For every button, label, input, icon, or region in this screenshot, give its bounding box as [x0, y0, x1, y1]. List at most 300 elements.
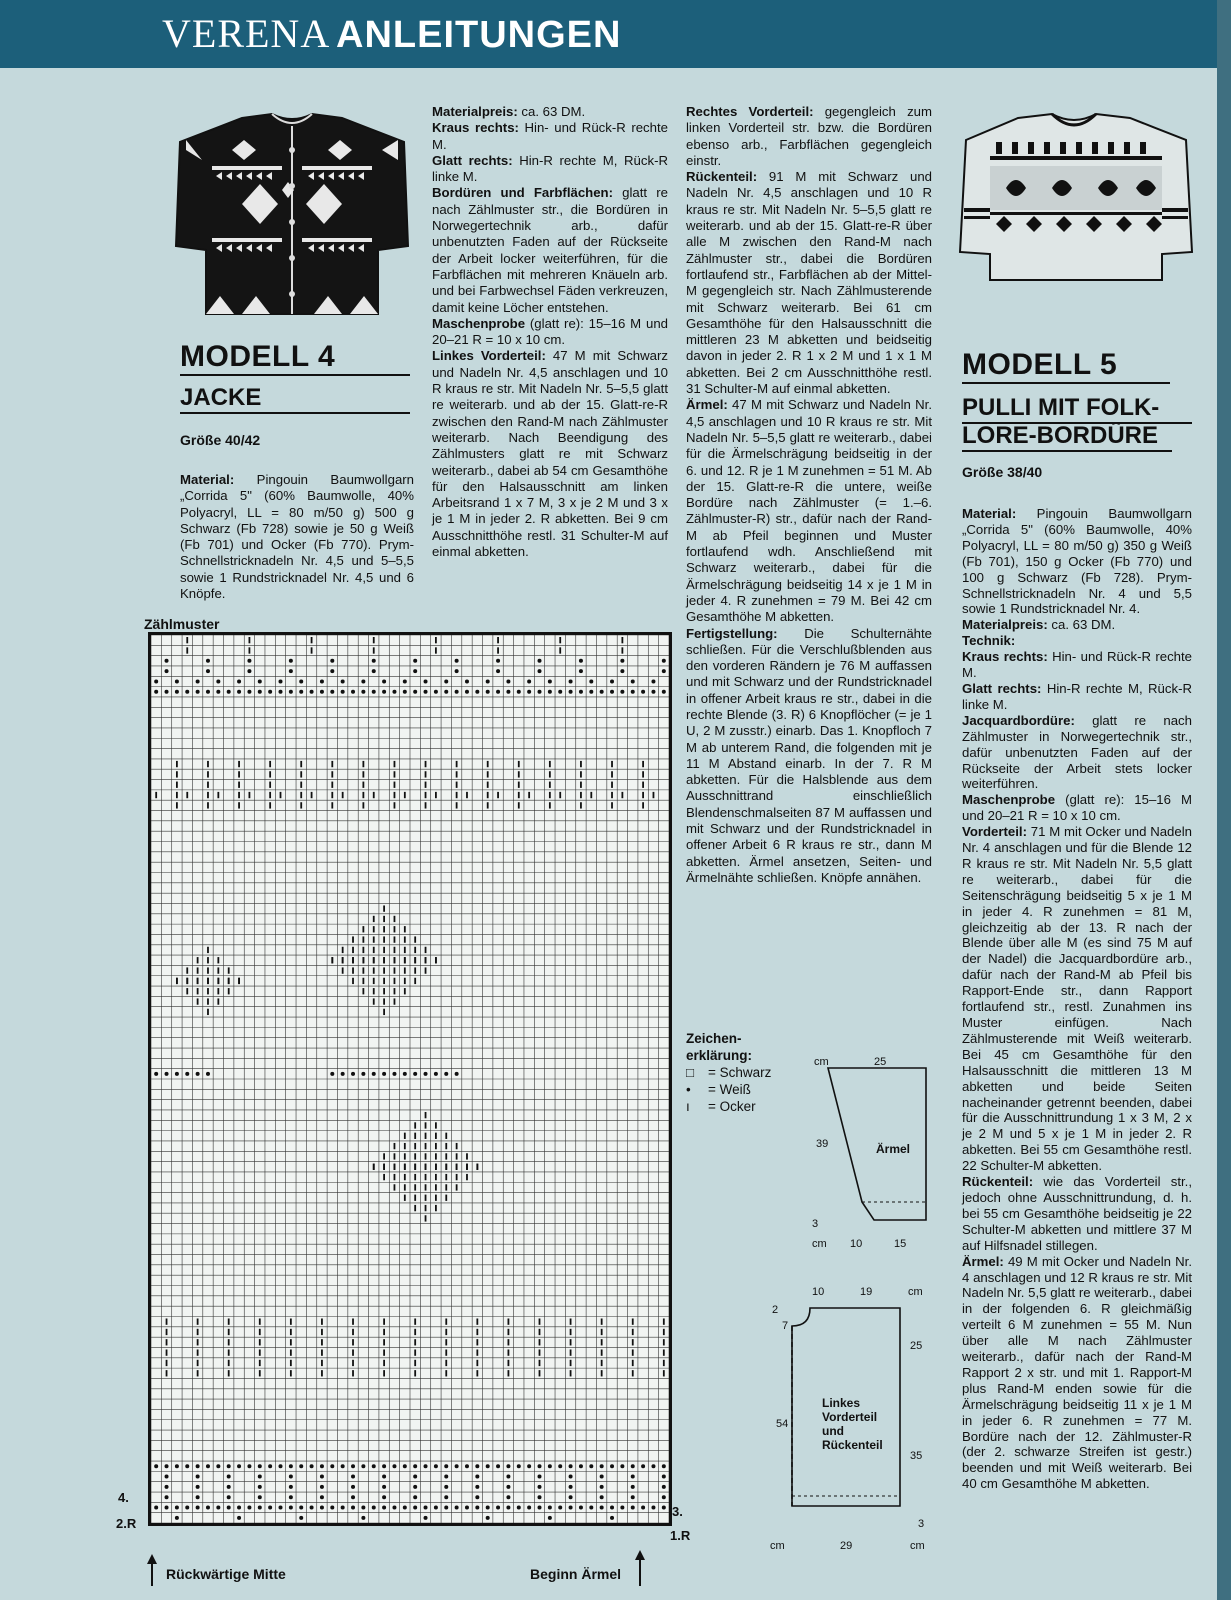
stitch-ocker: [176, 978, 178, 984]
stitch-ocker: [476, 1370, 478, 1376]
stitch-ocker: [228, 978, 230, 984]
stitch-white: [206, 690, 210, 694]
stitch-white: [579, 1506, 583, 1510]
stitch-white: [538, 1495, 542, 1499]
stitch-ocker: [414, 947, 416, 953]
stitch-white: [237, 690, 241, 694]
stitch-white: [506, 1495, 510, 1499]
stitch-ocker: [414, 1164, 416, 1170]
stitch-white: [361, 690, 365, 694]
stitch-ocker: [663, 1360, 665, 1366]
column-5: [962, 506, 1192, 1492]
stitch-white: [465, 679, 469, 683]
stitch-white: [403, 679, 407, 683]
stitch-ocker: [445, 1153, 447, 1159]
stitch-white: [506, 679, 510, 683]
para-label: Materialpreis:: [432, 104, 518, 119]
stitch-white: [662, 1464, 666, 1468]
stitch-white: [330, 690, 334, 694]
stitch-white: [548, 690, 552, 694]
stitch-ocker: [186, 988, 188, 994]
stitch-ocker: [207, 1009, 209, 1015]
stitch-ocker: [642, 802, 644, 808]
stitch-ocker: [352, 957, 354, 963]
stitch-ocker: [425, 1184, 427, 1190]
stitch-white: [641, 1464, 645, 1468]
stitch-ocker: [549, 771, 551, 777]
stitch-white: [258, 690, 262, 694]
stitch-ocker: [456, 802, 458, 808]
stitch-white: [662, 669, 666, 673]
stitch-ocker: [300, 761, 302, 767]
stitch-white: [154, 1464, 158, 1468]
stitch-ocker: [456, 761, 458, 767]
stitch-ocker: [394, 802, 396, 808]
stitch-ocker: [207, 792, 209, 798]
stitch-ocker: [238, 792, 240, 798]
stitch-white: [165, 659, 169, 663]
para-label: Kraus rechts:: [432, 120, 519, 136]
stitch-white: [569, 690, 573, 694]
stitch-ocker: [373, 998, 375, 1004]
stitch-white: [434, 1072, 438, 1076]
stitch-white: [486, 1516, 490, 1520]
stitch-ocker: [518, 792, 520, 798]
stitch-ocker: [259, 1370, 261, 1376]
stitch-white: [455, 659, 459, 663]
stitch-white: [486, 1506, 490, 1510]
stitch-ocker: [404, 936, 406, 942]
stitch-ocker: [580, 792, 582, 798]
stitch-ocker: [414, 1174, 416, 1180]
stitch-ocker: [249, 792, 251, 798]
stitch-ocker: [362, 792, 364, 798]
stitch-white: [154, 1072, 158, 1076]
stitch-white: [413, 1495, 417, 1499]
stitch-ocker: [362, 761, 364, 767]
stitch-ocker: [663, 1339, 665, 1345]
stitch-ocker: [445, 1349, 447, 1355]
stitch-ocker: [352, 947, 354, 953]
stitch-white: [330, 659, 334, 663]
stitch-white: [237, 1464, 241, 1468]
stitch-ocker: [425, 1112, 427, 1118]
stitch-white: [538, 669, 542, 673]
stitch-ocker: [508, 1339, 510, 1345]
legend-text: = Ocker: [708, 1099, 756, 1114]
stitch-ocker: [414, 1205, 416, 1211]
para-text: gegengleich zum linken Vorderteil str. bzw. die Bordüren ebenso arb., Farbflächen gegengleich einstr.: [686, 104, 932, 168]
stitch-white: [247, 659, 251, 663]
para-text: 47 M mit Schwarz und Nadeln Nr. 4,5 anschlagen und 10 R kraus re str. Mit Nadeln Nr. 5–5,5 glatt re weiterarb., dabei für die Ärmelschrägung beidseitig in der 6. und 12. R je 1 M zunehmen = 51 M. Ab der 15. Glatt-re-R die untere, weiße Bordüre nach Zählmuster (= 1.–6. Zählmuster-R) str., dafür nach der Rand-M ab Pfeil beginnen und Muster fortlaufend wdh. Anschließend mit Schwarz weiterarb., dabei für die Ärmelschrägung beidseitig 14 x je 1 M in jeder 4. R zunehmen = 79 M. Bei 42 cm Gesamthöhe M abketten.: [686, 397, 932, 625]
stitch-ocker: [414, 957, 416, 963]
stitch-ocker: [456, 1184, 458, 1190]
stitch-white: [651, 1464, 655, 1468]
stitch-ocker: [559, 647, 561, 653]
stitch-ocker: [373, 647, 375, 653]
stitch-white: [351, 1072, 355, 1076]
arrow-left-label: Rückwärtige Mitte: [166, 1566, 286, 1582]
stitch-ocker: [539, 1349, 541, 1355]
stitch-ocker: [404, 967, 406, 973]
stitch-white: [289, 1475, 293, 1479]
stitch-ocker: [414, 1153, 416, 1159]
stitch-white: [413, 1506, 417, 1510]
stitch-ocker: [414, 1184, 416, 1190]
stitch-ocker: [383, 1339, 385, 1345]
body-label-2: Vorderteil: [822, 1410, 878, 1424]
stitch-ocker: [404, 988, 406, 994]
stitch-ocker: [217, 792, 219, 798]
stitch-ocker: [228, 1349, 230, 1355]
stitch-ocker: [373, 1164, 375, 1170]
stitch-white: [216, 690, 220, 694]
stitch-white: [165, 1475, 169, 1479]
stitch-white: [569, 1485, 573, 1489]
stitch-ocker: [186, 647, 188, 653]
stitch-ocker: [425, 1133, 427, 1139]
stitch-white: [372, 1464, 376, 1468]
stitch-white: [600, 1495, 604, 1499]
stitch-white: [579, 669, 583, 673]
stitch-white: [258, 1475, 262, 1479]
stitch-ocker: [601, 1360, 603, 1366]
stitch-white: [382, 690, 386, 694]
stitch-ocker: [487, 782, 489, 788]
stitch-white: [620, 659, 624, 663]
stitch-white: [361, 1464, 365, 1468]
stitch-white: [475, 690, 479, 694]
stitch-ocker: [331, 782, 333, 788]
stitch-ocker: [228, 967, 230, 973]
para-text: Hin-R rechte M, Rück-R linke M.: [962, 680, 1192, 712]
stitch-white: [662, 659, 666, 663]
stitch-ocker: [207, 967, 209, 973]
stitch-ocker: [321, 1370, 323, 1376]
para-text: wie das Vorderteil str., jedoch ohne Ausschnittrundung, d. h. bei 55 cm Gesamthöhe beidseitig je 22 Schulter-M abketten und mittlere 37 M auf Hilfsnadel stillegen.: [962, 1174, 1192, 1253]
stitch-ocker: [362, 978, 364, 984]
stitch-ocker: [290, 1329, 292, 1335]
stitch-ocker: [197, 1339, 199, 1345]
stitch-ocker: [331, 761, 333, 767]
stitch-ocker: [207, 782, 209, 788]
stitch-white: [651, 690, 655, 694]
stitch-white: [361, 1072, 365, 1076]
stitch-ocker: [601, 1339, 603, 1345]
stitch-white: [538, 1464, 542, 1468]
stitch-white: [268, 1506, 272, 1510]
stitch-ocker: [238, 782, 240, 788]
stitch-ocker: [352, 1318, 354, 1324]
stitch-white: [558, 690, 562, 694]
stitch-ocker: [425, 1153, 427, 1159]
stitch-white: [392, 1506, 396, 1510]
stitch-ocker: [611, 771, 613, 777]
stitch-ocker: [435, 1164, 437, 1170]
stitch-white: [320, 1464, 324, 1468]
para-label: Bordüren und Farbflächen:: [432, 185, 613, 201]
stitch-white: [310, 1506, 314, 1510]
stitch-white: [475, 1506, 479, 1510]
stitch-ocker: [394, 1153, 396, 1159]
stitch-ocker: [269, 761, 271, 767]
stitch-ocker: [404, 926, 406, 932]
arrow-up-icon: [634, 1548, 646, 1588]
stitch-ocker: [445, 1360, 447, 1366]
column-3: [686, 104, 932, 886]
stitch-ocker: [373, 988, 375, 994]
stitch-white: [527, 1464, 531, 1468]
stitch-ocker: [394, 988, 396, 994]
stitch-ocker: [176, 782, 178, 788]
stitch-ocker: [186, 637, 188, 643]
stitch-white: [631, 1495, 635, 1499]
stitch-ocker: [321, 1339, 323, 1345]
stitch-white: [382, 1475, 386, 1479]
stitch-ocker: [435, 1143, 437, 1149]
stitch-ocker: [394, 916, 396, 922]
stitch-ocker: [331, 771, 333, 777]
stitch-white: [227, 1464, 231, 1468]
stitch-white: [434, 690, 438, 694]
stitch-ocker: [621, 637, 623, 643]
stitch-ocker: [456, 1174, 458, 1180]
stitch-white: [424, 690, 428, 694]
stitch-ocker: [414, 1133, 416, 1139]
stitch-ocker: [425, 1143, 427, 1149]
stitch-ocker: [425, 782, 427, 788]
stitch-white: [589, 1464, 593, 1468]
stitch-ocker: [186, 978, 188, 984]
stitch-ocker: [207, 771, 209, 777]
stitch-white: [382, 1072, 386, 1076]
stitch-white: [372, 690, 376, 694]
stitch-white: [382, 1506, 386, 1510]
stitch-white: [320, 679, 324, 683]
stitch-white: [372, 1506, 376, 1510]
stitch-ocker: [197, 967, 199, 973]
stitch-ocker: [414, 1339, 416, 1345]
stitch-ocker: [425, 802, 427, 808]
chart-row-3: 3.: [672, 1504, 683, 1519]
sleeve-schematic: [800, 1052, 950, 1252]
stitch-ocker: [383, 1153, 385, 1159]
stitch-white: [413, 1072, 417, 1076]
stitch-ocker: [331, 957, 333, 963]
stitch-ocker: [456, 792, 458, 798]
stitch-ocker: [414, 1195, 416, 1201]
stitch-white: [279, 690, 283, 694]
stitch-white: [247, 1506, 251, 1510]
stitch-white: [455, 1464, 459, 1468]
stitch-white: [382, 1464, 386, 1468]
stitch-white: [382, 679, 386, 683]
stitch-ocker: [445, 1339, 447, 1345]
modell4-size: Größe 40/42: [180, 432, 261, 448]
stitch-white: [237, 1516, 241, 1520]
stitch-white: [165, 1506, 169, 1510]
stitch-ocker: [228, 1360, 230, 1366]
stitch-white: [610, 1516, 614, 1520]
stitch-ocker: [394, 926, 396, 932]
stitch-white: [320, 1495, 324, 1499]
stitch-white: [175, 1072, 179, 1076]
stitch-ocker: [259, 1349, 261, 1355]
stitch-white: [175, 679, 179, 683]
stitch-white: [424, 679, 428, 683]
stitch-ocker: [383, 936, 385, 942]
stitch-white: [558, 1464, 562, 1468]
para-text: glatt re nach Zählmuster in Norwegertechnik str., dafür unbenutzten Faden auf der Rückseite der Arbeit stets locker weiterführen.: [962, 712, 1192, 792]
para-text: 49 M mit Ocker und Nadeln Nr. 4 anschlagen und 12 R kraus re str. Mit Nadeln Nr. 5,5 glatt re weiterarb., dabei in der folgenden 6. R gleichmäßig verteilt 6 M zunehmen = 55 M. Nun über alle M nach Zählmuster weiterarb., dafür nach der Rand-M Rapport 2 x str. und mit 1. Rapport-M plus Rand-M enden sowie für die Ärmelschrägung beidseitig 11 x je 1 M in jeder 6. R zunehmen = 77 M. Bordüre nach der 12. Zählmuster-R (der 2. schwarze Streifen ist gestr.) beenden und mit Weiß weiterarb. Bei 40 cm Gesamthöhe M abketten.: [962, 1253, 1192, 1492]
legend-title-1: Zeichen-: [686, 1031, 742, 1046]
stitch-ocker: [663, 1370, 665, 1376]
stitch-white: [227, 690, 231, 694]
stitch-white: [496, 690, 500, 694]
stitch-white: [361, 679, 365, 683]
stitch-white: [600, 1506, 604, 1510]
stitch-white: [641, 690, 645, 694]
stitch-white: [631, 1485, 635, 1489]
stitch-white: [361, 1506, 365, 1510]
stitch-ocker: [342, 957, 344, 963]
para-text: Die Schulternähte schließen. Für die Verschlußblenden aus den vorderen Rändern je 76 M auffassen und mit Schwarz und der Rundstricknadel in offener Arbeit kraus re str., dabei in die rechte Blende (3. R) 6 Knopflöcher (= je 1 U, 2 M zusstr.) einarb. Das 1. Knopfloch 7 M ab unterem Rand, die folgenden mit je 11 M Abstand einarb. In der 7. R M abketten. Für die Halsblende aus dem Ausschnittrand einschließlich Blendenschmalseiten 87 M auffassen und mit Schwarz und der Rundstricknadel in offener Arbeit 6 R kraus re str., dann M abketten. Ärmel ansetzen, Seiten- und Ärmelnähte schließen. Knöpfe annähen.: [686, 625, 932, 885]
stitch-ocker: [404, 1195, 406, 1201]
stitch-ocker: [570, 1339, 572, 1345]
stitch-ocker: [414, 1329, 416, 1335]
stitch-ocker: [197, 1349, 199, 1355]
stitch-ocker: [197, 988, 199, 994]
stitch-white: [341, 690, 345, 694]
stitch-ocker: [207, 947, 209, 953]
stitch-white: [351, 1464, 355, 1468]
stitch-ocker: [373, 947, 375, 953]
sleeve-bottom-unit: cm: [812, 1238, 827, 1250]
stitch-ocker: [445, 1164, 447, 1170]
para-text: Pingouin Baumwollgarn „Corrida 5" (60% Baumwolle, 40% Polyacryl, LL = 80 m/50 g) 350 g Weiß (Fb 701), 150 g Ocker (Fb 770) und 100 g Schwarz (Fb 728). Prym-Schnellstricknadeln Nr. 4 und 5,5 sowie 1 Rundstricknadel Nr. 4.: [962, 506, 1192, 617]
stitch-ocker: [176, 771, 178, 777]
stitch-ocker: [228, 1339, 230, 1345]
stitch-ocker: [508, 1360, 510, 1366]
stitch-white: [569, 679, 573, 683]
stitch-white: [196, 1506, 200, 1510]
chart-row-2: 2.R: [116, 1516, 137, 1531]
stitch-white: [662, 690, 666, 694]
modell4-material: [180, 472, 414, 602]
stitch-ocker: [383, 1349, 385, 1355]
chart-row-4: 4.: [118, 1490, 129, 1505]
stitch-white: [247, 669, 251, 673]
stitch-white: [444, 690, 448, 694]
stitch-ocker: [621, 792, 623, 798]
stitch-ocker: [217, 957, 219, 963]
stitch-ocker: [404, 1174, 406, 1180]
body-bottom-unit-l: cm: [770, 1540, 785, 1552]
stitch-ocker: [352, 1370, 354, 1376]
stitch-white: [320, 1475, 324, 1479]
stitch-ocker: [663, 1349, 665, 1355]
stitch-white: [206, 669, 210, 673]
stitch-ocker: [280, 792, 282, 798]
stitch-white: [465, 1506, 469, 1510]
legend-text: = Schwarz: [708, 1065, 772, 1080]
stitch-white: [486, 1464, 490, 1468]
stitch-white: [351, 690, 355, 694]
para-label: Jacquardbordüre:: [962, 712, 1075, 728]
stitch-white: [289, 690, 293, 694]
para-label: Materialpreis:: [962, 617, 1048, 633]
stitch-ocker: [570, 1318, 572, 1324]
stitch-white: [486, 679, 490, 683]
stitch-white: [538, 1485, 542, 1489]
sleeve-bottom-right: 15: [894, 1238, 907, 1250]
stitch-white: [196, 1485, 200, 1489]
stitch-ocker: [331, 802, 333, 808]
stitch-white: [631, 1506, 635, 1510]
stitch-ocker: [166, 1329, 168, 1335]
stitch-white: [351, 1506, 355, 1510]
stitch-ocker: [435, 1133, 437, 1139]
stitch-white: [227, 1475, 231, 1479]
stitch-white: [538, 1475, 542, 1479]
stitch-ocker: [466, 792, 468, 798]
stitch-ocker: [570, 1349, 572, 1355]
stitch-white: [227, 1485, 231, 1489]
stitch-ocker: [352, 1349, 354, 1355]
sleeve-cuff: 3: [812, 1218, 819, 1230]
sleeve-height: 39: [816, 1138, 829, 1150]
stitch-ocker: [373, 637, 375, 643]
stitch-ocker: [321, 1329, 323, 1335]
stitch-ocker: [383, 1164, 385, 1170]
chart-row-1: 1.R: [670, 1528, 691, 1543]
stitch-ocker: [269, 802, 271, 808]
stitch-ocker: [476, 1349, 478, 1355]
stitch-white: [662, 1485, 666, 1489]
stitch-white: [341, 679, 345, 683]
stitch-white: [320, 1485, 324, 1489]
stitch-white: [185, 1464, 189, 1468]
para-text: ca. 63 DM.: [1047, 617, 1116, 633]
stitch-ocker: [435, 1195, 437, 1201]
stitch-ocker: [632, 1370, 634, 1376]
stitch-white: [506, 1475, 510, 1479]
stitch-ocker: [456, 1153, 458, 1159]
stitch-white: [631, 1464, 635, 1468]
stitch-ocker: [632, 1360, 634, 1366]
stitch-ocker: [352, 1329, 354, 1335]
stitch-ocker: [632, 1329, 634, 1335]
stitch-ocker: [176, 761, 178, 767]
stitch-ocker: [414, 936, 416, 942]
stitch-ocker: [456, 782, 458, 788]
stitch-white: [341, 1464, 345, 1468]
stitch-white: [227, 1495, 231, 1499]
stitch-ocker: [373, 792, 375, 798]
stitch-white: [258, 1506, 262, 1510]
stitch-ocker: [435, 957, 437, 963]
stitch-ocker: [466, 1153, 468, 1159]
stitch-ocker: [435, 1153, 437, 1159]
arrow-up-icon: [146, 1552, 158, 1588]
body-total-height: 54: [776, 1418, 789, 1430]
stitch-white: [310, 690, 314, 694]
stitch-ocker: [238, 761, 240, 767]
stitch-ocker: [487, 761, 489, 767]
stitch-white: [268, 690, 272, 694]
para-text: (glatt re): 15–16 M und 20–21 R = 10 x 10 cm.: [962, 792, 1192, 824]
stitch-ocker: [642, 782, 644, 788]
